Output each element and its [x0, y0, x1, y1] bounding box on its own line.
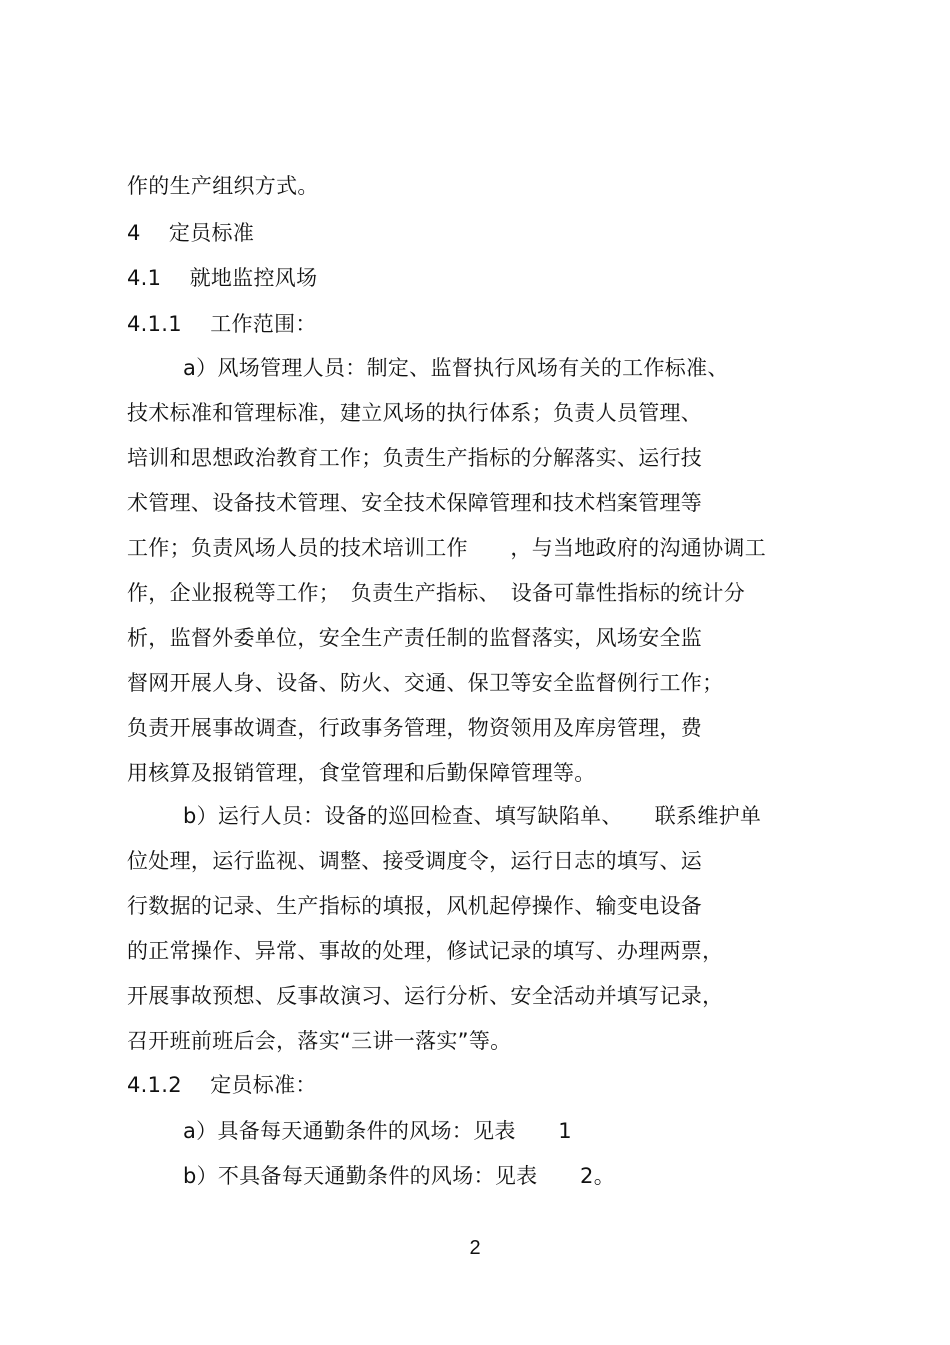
- text-line: 培训和思想政治教育工作；负责生产指标的分解落实、运行技: [127, 446, 703, 470]
- text-line: 术管理、设备技术管理、安全技术保障管理和技术档案管理等: [127, 491, 703, 515]
- text-line: 作，企业报税等工作； 负责生产指标、 设备可靠性指标的统计分: [127, 581, 745, 605]
- text-line: 开展事故预想、反事故演习、运行分析、安全活动并填写记录，: [127, 984, 724, 1008]
- text-line: a）具备每天通勤条件的风场：见表 1: [183, 1119, 572, 1143]
- section-heading: 4.1 就地监控风场: [127, 266, 318, 290]
- page-number: 2: [469, 1237, 481, 1259]
- text-line: b）不具备每天通勤条件的风场：见表 2。: [183, 1164, 615, 1188]
- text-line: 用核算及报销管理，食堂管理和后勤保障管理等。: [127, 761, 596, 785]
- text-line: a）风场管理人员：制定、监督执行风场有关的工作标准、: [183, 356, 729, 380]
- text-line: 作的生产组织方式。: [127, 174, 319, 198]
- section-heading: 4.1.1 工作范围：: [127, 312, 317, 336]
- text-line: 析，监督外委单位，安全生产责任制的监督落实，风场安全监: [127, 626, 703, 650]
- section-heading: 4.1.2 定员标准：: [127, 1073, 317, 1097]
- text-line: b）运行人员：设备的巡回检查、填写缺陷单、 联系维护单: [183, 804, 762, 828]
- text-line: 召开班前班后会，落实“三讲一落实”等。: [127, 1029, 512, 1053]
- text-line: 行数据的记录、生产指标的填报，风机起停操作、输变电设备: [127, 894, 703, 918]
- section-heading: 4 定员标准: [127, 221, 255, 245]
- text-line: 位处理，运行监视、调整、接受调度令，运行日志的填写、运: [127, 849, 703, 873]
- text-line: 负责开展事故调查，行政事务管理，物资领用及库房管理，费: [127, 716, 703, 740]
- text-line: 工作；负责风场人员的技术培训工作 ，与当地政府的沟通协调工: [127, 536, 766, 560]
- text-line: 督网开展人身、设备、防火、交通、保卫等安全监督例行工作；: [127, 671, 724, 695]
- text-line: 技术标准和管理标准，建立风场的执行体系；负责人员管理、: [127, 401, 703, 425]
- text-line: 的正常操作、异常、事故的处理，修试记录的填写、办理两票，: [127, 939, 724, 963]
